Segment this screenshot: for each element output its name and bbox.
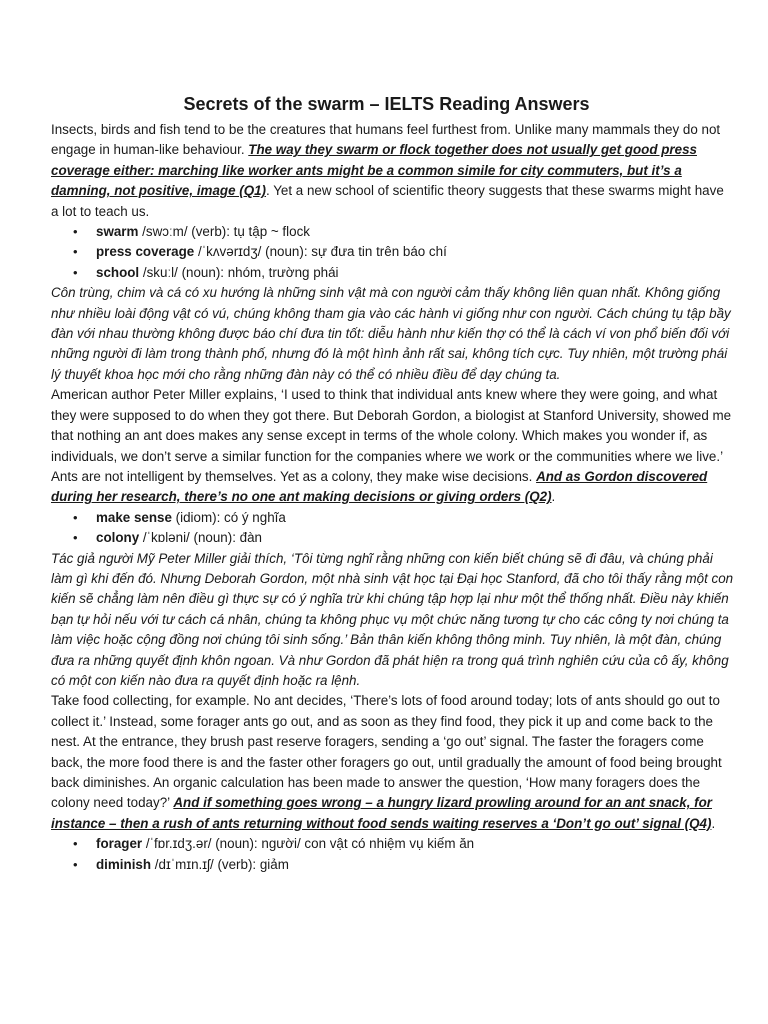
english-paragraph-3 — [51, 691, 734, 834]
vocab-word: make sense — [96, 509, 172, 525]
vietnamese-translation-1: Côn trùng, chim và cá có xu hướng là những sinh vật mà con người cảm thấy không liên quan nhất. Không giống như nhiều loài động vật có vú, chúng không tham gia vào các hành vi giống như con người. Cách chúng tụ tập bầy đàn với nhau thường không được báo chí đưa tin tốt: diễu hành như kiến thợ có thể là cách ví von phổ biến đối với những người đi làm trong thành phố, nhưng đó là một hình ảnh rất sai, không tích cực. Tuy nhiên, một trường phái lý thuyết khoa học mới cho rằng những đàn này có thể có nhiều điều để dạy chúng ta. — [51, 285, 731, 382]
vocab-word: swarm — [96, 224, 139, 240]
english-paragraph-2 — [51, 385, 734, 507]
paragraph-text: . — [551, 489, 556, 505]
paragraph-text: . — [711, 815, 716, 831]
vocab-word: diminish — [96, 856, 152, 872]
answer-highlight-q2: And as Gordon discovered during her research, there’s no one ant making decisions or giving orders (Q2) — [51, 468, 708, 505]
bullet-icon: • — [73, 509, 78, 525]
vocab-word: press coverage — [96, 244, 195, 260]
paragraph-text: Insects, birds and fish tend to be the creatures that humans feel furthest from. Unlike many mammals they do not engage in human-like behaviour. — [51, 122, 721, 158]
bullet-icon: • — [73, 836, 78, 852]
vocab-definition: /ˈfɒr.ɪdʒ.ər/ (noun): người/ con vật có nhiệm vụ kiếm ăn — [142, 836, 475, 852]
answer-highlight-q1: The way they swarm or flock together does not usually get good press coverage either: marching like worker ants might be a common simile for city commuters, but it’s a damning, not positive, image (Q1) — [51, 142, 697, 199]
page-title: Secrets of the swarm – IELTS Reading Answers — [183, 94, 590, 114]
paragraph-text: American author Peter Miller explains, ‘I used to think that individual ants knew where they were going, and what they were supposed to do when they got there. But Deborah Gordon, a biologist at Stanford University, showed me that nothing an ant does makes any sense except in terms of the whole colony. Which makes you wonder if, as individuals, we don’t serve a similar function for the companies where we work or the communities where we live.’ Ants are not intelligent by themselves. Yet as a colony, they make wise decisions. — [51, 387, 732, 484]
vietnamese-translation-2: Tác giả người Mỹ Peter Miller giải thích, ‘Tôi từng nghĩ rằng những con kiến biết chúng sẽ đi đâu, và chúng phải làm gì khi đến đó. Nhưng Deborah Gordon, một nhà sinh vật học tại Đại học Stanford, đã cho tôi thấy rằng một con kiến sẽ chẳng làm nên điều gì thực sự có ý nghĩa trừ khi chúng tập hợp lại như một thể thống nhất. Điều này khiến bạn tự hỏi nếu với tư cách cá nhân, chúng ta không phục vụ một chức năng tương tự cho các công ty nơi chúng ta làm việc hoặc cộng đồng nơi chúng tôi sinh sống.’ Bản thân kiến không thông minh. Tuy nhiên, là một đàn, chúng đưa ra những quyết định khôn ngoan. Và như Gordon đã phát hiện ra trong quá trình nghiên cứu của cô ấy, không có một con kiến nào đưa ra quyết định hoặc ra lệnh. — [51, 550, 734, 688]
bullet-icon: • — [73, 856, 78, 872]
vocab-definition: /dɪˈmɪn.ɪʃ/ (verb): giảm — [151, 856, 289, 872]
vocab-definition: /skuːl/ (noun): nhóm, trường phái — [139, 264, 339, 280]
vocabulary-list-3 — [51, 834, 734, 875]
english-paragraph-1 — [51, 120, 734, 222]
vocab-item — [73, 242, 734, 262]
bullet-icon: • — [73, 224, 78, 240]
paragraph-text: . Yet a new school of scientific theory suggests that these swarms might have a lot to teach us. — [51, 183, 724, 219]
bullet-icon: • — [73, 530, 78, 546]
vocab-item — [73, 508, 734, 528]
paragraph-text: Take food collecting, for example. No ant decides, ‘There’s lots of food around today; lots of ants should go out to collect it.’ Instead, some forager ants go out, and as soon as they find food, they pick it up and come back to the nest. At the entrance, they brush past reserve foragers, sending a ‘go out’ signal. The faster the foragers come back, the more food there is and the faster other foragers go out, until gradually the amount of food being brought back diminishes. An organic calculation has been made to answer the question, ‘How many foragers does the colony need today?’ — [51, 693, 722, 811]
vocab-definition: /ˈkɒləni/ (noun): đàn — [139, 530, 262, 546]
vocabulary-list-2 — [51, 508, 734, 549]
vocabulary-list-1 — [51, 222, 734, 283]
vocab-item — [73, 263, 734, 283]
vocab-item — [73, 528, 734, 548]
vocab-item — [73, 855, 734, 875]
vocab-word: colony — [96, 530, 140, 546]
bullet-icon: • — [73, 244, 78, 260]
vocab-word: forager — [96, 836, 143, 852]
vocab-definition: /swɔːm/ (verb): tụ tập ~ flock — [138, 224, 310, 240]
answer-highlight-q4: And if something goes wrong – a hungry lizard prowling around for an ant snack, for instance – then a rush of ants returning without food sends waiting reserves a ‘Don’t go out’ signal (Q4) — [51, 795, 712, 831]
vocab-item — [73, 222, 734, 242]
vocab-definition: /ˈkʌvərɪdʒ/ (noun): sự đưa tin trên báo chí — [194, 244, 447, 260]
bullet-icon: • — [73, 264, 78, 280]
vocab-item — [73, 834, 734, 854]
vocab-definition: (idiom): có ý nghĩa — [171, 509, 286, 525]
vocab-word: school — [96, 264, 140, 280]
